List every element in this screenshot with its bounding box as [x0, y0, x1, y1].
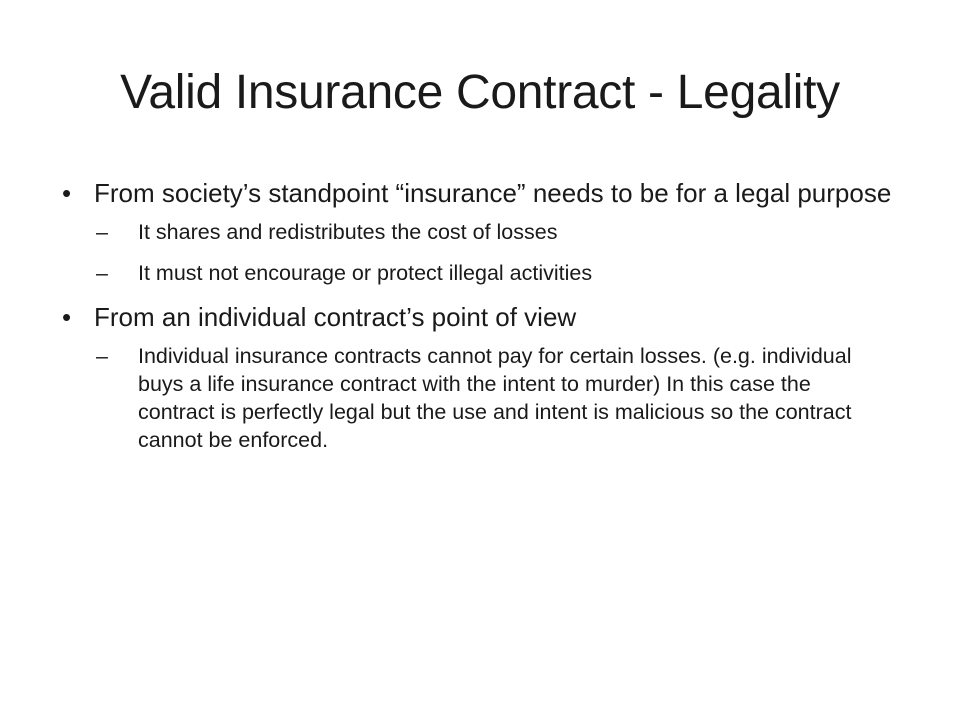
dash-marker: – — [96, 261, 108, 285]
bullet-text: From an individual contract’s point of view — [94, 302, 577, 332]
bullet-marker: • — [62, 302, 72, 332]
sub-bullet-item — [96, 218, 892, 246]
sub-bullet-text: It must not encourage or protect illegal activities — [138, 261, 593, 285]
dash-marker: – — [96, 344, 108, 368]
bullet-item — [62, 176, 892, 210]
sub-bullet-text: Individual insurance contracts cannot pay for certain losses. (e.g. individual buys a life insurance contract with the intent to murder) In this case the contract is perfectly legal but the use and intent is malicious so the contract cannot be enforced. — [138, 344, 852, 452]
slide-body — [62, 176, 892, 467]
sub-bullet-item — [96, 342, 892, 454]
bullet-item — [62, 300, 892, 334]
sub-bullet-list — [62, 218, 892, 287]
bullet-text: From society’s standpoint “insurance” needs to be for a legal purpose — [94, 178, 892, 208]
bullet-marker: • — [62, 178, 72, 208]
slide-title: Valid Insurance Contract - Legality — [120, 66, 840, 119]
dash-marker: – — [96, 220, 108, 244]
sub-bullet-item — [96, 259, 892, 287]
sub-bullet-text: It shares and redistributes the cost of losses — [138, 220, 558, 244]
bullet-list — [62, 176, 892, 454]
sub-bullet-list — [62, 342, 892, 454]
